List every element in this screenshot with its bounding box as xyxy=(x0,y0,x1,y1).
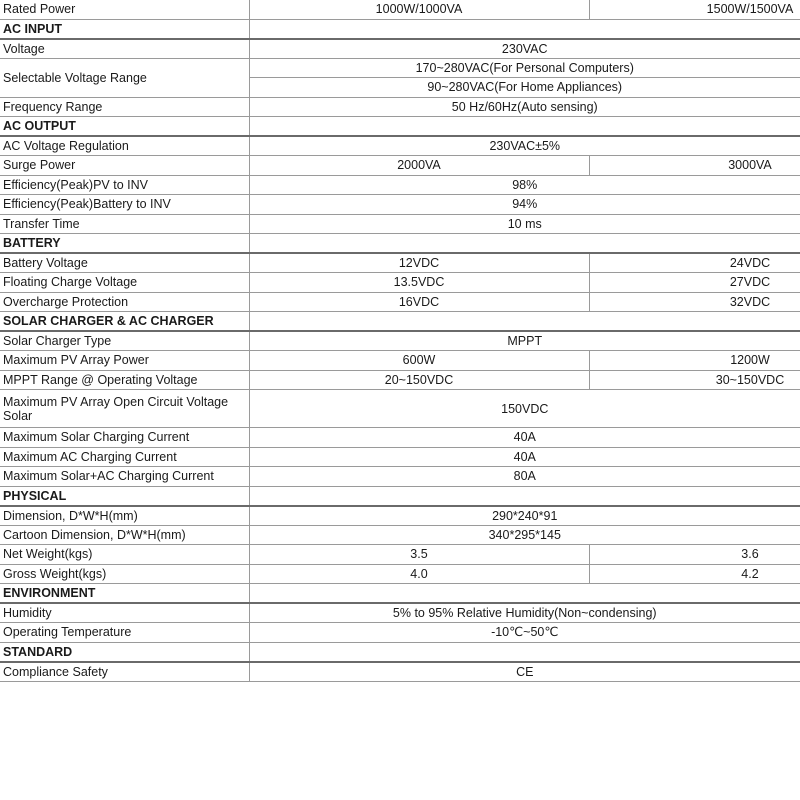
table-row xyxy=(0,506,800,526)
row-value-text: 24VDC xyxy=(729,256,771,270)
row-value-model-b xyxy=(589,351,800,371)
section-header-empty xyxy=(249,117,800,137)
row-value: 5% to 95% Relative Humidity(Non~condensing) xyxy=(249,603,800,623)
section-header-row xyxy=(0,642,800,662)
row-value-model-a: 2000VA xyxy=(249,156,589,176)
row-label: Gross Weight(kgs) xyxy=(0,564,249,584)
section-title: SOLAR CHARGER & AC CHARGER xyxy=(0,312,249,332)
row-value-text: 27VDC xyxy=(729,275,771,290)
table-row xyxy=(0,214,800,234)
row-label: Battery Voltage xyxy=(0,253,249,273)
section-header-row xyxy=(0,312,800,332)
row-value-model-b xyxy=(589,253,800,273)
section-header-empty xyxy=(249,486,800,506)
table-row xyxy=(0,58,800,78)
row-value: 90~280VAC(For Home Appliances) xyxy=(249,78,800,98)
row-label: Efficiency(Peak)Battery to INV xyxy=(0,195,249,215)
row-value-text: 3000VA xyxy=(728,158,772,173)
row-value: 50 Hz/60Hz(Auto sensing) xyxy=(249,97,800,117)
table-row xyxy=(0,351,800,371)
row-value: 80A xyxy=(249,467,800,487)
section-title: ENVIRONMENT xyxy=(0,584,249,604)
row-value: -10℃~50℃ xyxy=(249,623,800,643)
table-row xyxy=(0,273,800,293)
row-label: Net Weight(kgs) xyxy=(0,545,249,565)
row-value: 98% xyxy=(249,175,800,195)
table-row xyxy=(0,195,800,215)
table-row xyxy=(0,370,800,390)
section-title: PHYSICAL xyxy=(0,486,249,506)
table-row xyxy=(0,331,800,351)
table-row xyxy=(0,623,800,643)
row-value-model-a: 13.5VDC xyxy=(249,273,589,293)
table-row xyxy=(0,428,800,448)
section-header-empty xyxy=(249,312,800,332)
section-header-row xyxy=(0,584,800,604)
table-row xyxy=(0,292,800,312)
row-value-model-a: 1000W/1000VA xyxy=(249,0,589,19)
row-value: 340*295*145 xyxy=(249,525,800,545)
row-value-model-b xyxy=(589,370,800,390)
row-value-model-a: 600W xyxy=(249,351,589,371)
table-row xyxy=(0,0,800,19)
row-value-model-a: 12VDC xyxy=(249,253,589,273)
row-value-text: 1200W xyxy=(730,353,770,368)
section-header-empty xyxy=(249,234,800,254)
section-title: AC OUTPUT xyxy=(0,117,249,137)
table-row xyxy=(0,447,800,467)
table-row xyxy=(0,545,800,565)
row-label: AC Voltage Regulation xyxy=(0,136,249,156)
row-label: Maximum Solar Charging Current xyxy=(0,428,249,448)
row-value: 94% xyxy=(249,195,800,215)
row-value-model-b xyxy=(589,564,800,584)
table-row xyxy=(0,156,800,176)
row-label: Surge Power xyxy=(0,156,249,176)
row-value-text: 4.2 xyxy=(741,566,759,581)
table-row xyxy=(0,662,800,682)
row-label: Solar Charger Type xyxy=(0,331,249,351)
row-value: 170~280VAC(For Personal Computers) xyxy=(249,58,800,78)
table-row xyxy=(0,136,800,156)
table-row xyxy=(0,390,800,428)
row-value-text: 30~150VDC xyxy=(715,372,785,387)
row-label: Transfer Time xyxy=(0,214,249,234)
section-title: STANDARD xyxy=(0,642,249,662)
section-header-row xyxy=(0,19,800,39)
row-value-model-b xyxy=(589,0,800,19)
table-row xyxy=(0,603,800,623)
row-value: 150VDC xyxy=(249,390,800,428)
row-label: Humidity xyxy=(0,603,249,623)
section-header-empty xyxy=(249,19,800,39)
row-label: Maximum PV Array Open Circuit Voltage Solar xyxy=(0,390,249,428)
row-label: Compliance Safety xyxy=(0,662,249,682)
row-value: CE xyxy=(249,662,800,682)
table-row xyxy=(0,253,800,273)
table-row xyxy=(0,97,800,117)
section-header-row xyxy=(0,117,800,137)
row-value-model-a: 4.0 xyxy=(249,564,589,584)
row-value-text: 3.6 xyxy=(741,547,759,562)
row-label: Rated Power xyxy=(0,0,249,19)
row-label: Maximum Solar+AC Charging Current xyxy=(0,467,249,487)
row-value: 290*240*91 xyxy=(249,506,800,526)
row-label: Dimension, D*W*H(mm) xyxy=(0,506,249,526)
row-value-model-a: 3.5 xyxy=(249,545,589,565)
row-label: Selectable Voltage Range xyxy=(0,58,249,97)
row-label: Floating Charge Voltage xyxy=(0,273,249,293)
row-label: Operating Temperature xyxy=(0,623,249,643)
row-value-model-b xyxy=(589,273,800,293)
row-value-model-b xyxy=(589,156,800,176)
row-label: Voltage xyxy=(0,39,249,59)
table-row xyxy=(0,39,800,59)
row-value: 10 ms xyxy=(249,214,800,234)
table-row xyxy=(0,525,800,545)
row-value: 230VAC±5% xyxy=(249,136,800,156)
table-row xyxy=(0,467,800,487)
row-label: Cartoon Dimension, D*W*H(mm) xyxy=(0,525,249,545)
row-value: 230VAC xyxy=(249,39,800,59)
section-title: AC INPUT xyxy=(0,19,249,39)
row-label: Maximum AC Charging Current xyxy=(0,447,249,467)
row-value-model-b xyxy=(589,292,800,312)
row-value-model-a: 16VDC xyxy=(249,292,589,312)
row-value: 40A xyxy=(249,447,800,467)
section-header-row xyxy=(0,486,800,506)
row-value-model-b xyxy=(589,545,800,565)
row-label: Efficiency(Peak)PV to INV xyxy=(0,175,249,195)
section-header-row xyxy=(0,234,800,254)
row-label: Overcharge Protection xyxy=(0,292,249,312)
section-title: BATTERY xyxy=(0,234,249,254)
row-value-text: 32VDC xyxy=(729,294,771,309)
section-header-empty xyxy=(249,642,800,662)
table-row xyxy=(0,175,800,195)
row-value: 40A xyxy=(249,428,800,448)
row-value-model-a: 20~150VDC xyxy=(249,370,589,390)
section-header-empty xyxy=(249,584,800,604)
row-value-text: 1500W/1500VA xyxy=(706,2,794,17)
row-label: Maximum PV Array Power xyxy=(0,351,249,371)
table-row xyxy=(0,564,800,584)
row-label: MPPT Range @ Operating Voltage xyxy=(0,370,249,390)
row-value: MPPT xyxy=(249,331,800,351)
row-label: Frequency Range xyxy=(0,97,249,117)
